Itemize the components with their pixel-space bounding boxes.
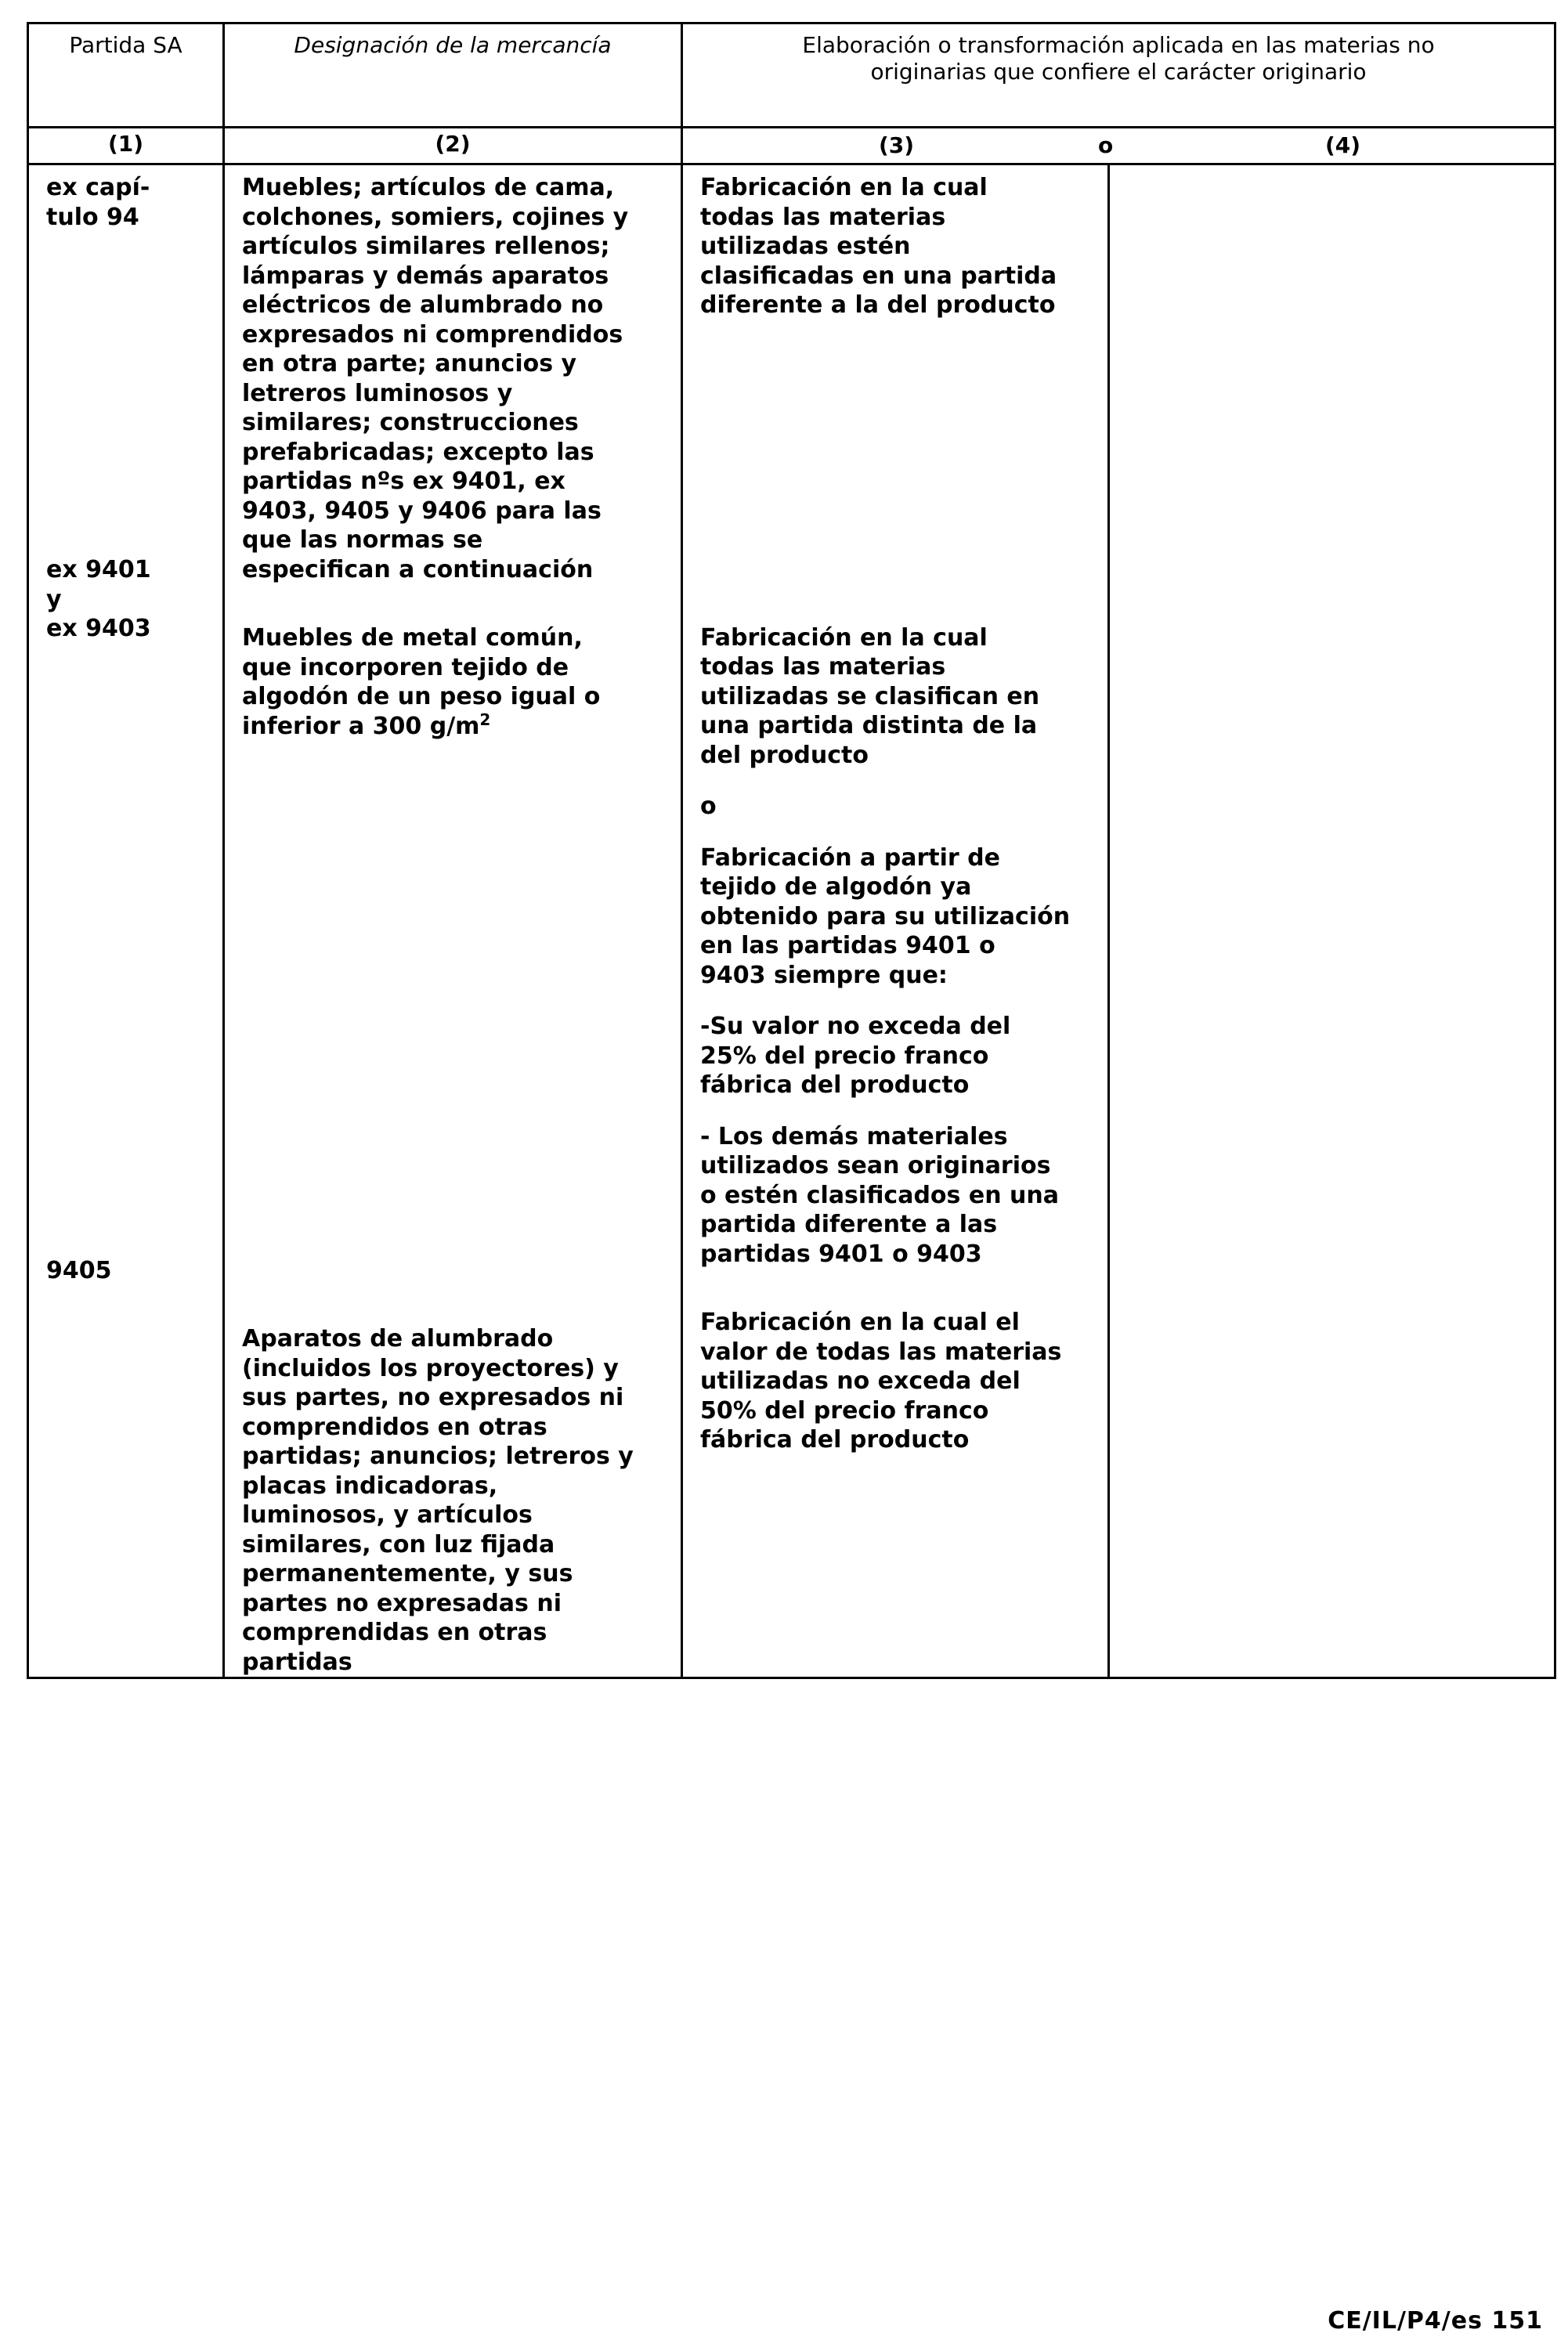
row3-desc-line: permanentemente, y sus [242, 1560, 573, 1587]
row3-desc-line: partidas; anuncios; letreros y [242, 1443, 634, 1470]
row3-desc-line: partidas [242, 1648, 352, 1676]
row2-desc-line: algodón de un peso igual o [242, 683, 601, 710]
descriptions-cell [224, 164, 682, 1678]
row2-rule-b-line: en las partidas 9401 o [700, 932, 995, 959]
col-number-or-text: o [1098, 132, 1114, 158]
row2-code [46, 555, 207, 644]
row2-rule-d-line: - Los demás materiales [700, 1122, 1008, 1150]
rules-col3-cell [682, 164, 1109, 1678]
row1-desc-line: expresados ni comprendidos [242, 320, 623, 348]
row2-code-line2: y [46, 585, 62, 613]
row1-rule-line: Fabricación en la cual [700, 174, 988, 201]
col-number-2 [224, 128, 682, 164]
col-number-1 [28, 128, 224, 164]
row2-rule-a-line: utilizadas se clasifican en [700, 682, 1040, 710]
row2-rule-d-line-text: utilizados sean originarios [700, 1152, 1051, 1179]
header-col3-line2: originarias que confiere el carácter originario [870, 59, 1367, 85]
row2-desc-line: Muebles de metal común, [242, 624, 583, 652]
table-row-body [28, 164, 1555, 1678]
row1-rule-line: clasificadas en una partida [700, 262, 1057, 290]
row3-description [242, 1324, 665, 1677]
row2-rule-b-line: obtenido para su utilización [700, 902, 1071, 930]
header-partida-sa [28, 23, 224, 128]
row3-desc-line: comprendidas en otras [242, 1619, 547, 1646]
row1-desc-line: letreros luminosos y [242, 379, 513, 407]
row1-desc-line: prefabricadas; excepto las [242, 438, 594, 466]
col-number-3-text: (3) [879, 132, 915, 158]
row3-rule-line: 50% del precio franco [700, 1396, 989, 1425]
column-number-row [28, 128, 1555, 164]
row2-rule-or: o [700, 793, 717, 820]
header-col1-text: Partida SA [69, 32, 182, 58]
row3-rule3 [700, 1308, 1092, 1455]
row1-code-line2: tulo 94 [46, 203, 139, 231]
row3-desc-line: Aparatos de alumbrado [242, 1325, 554, 1352]
row3-desc-line: comprendidos en otras [242, 1413, 547, 1441]
row2-rule-d-line: partida diferente a las [700, 1211, 998, 1238]
row2-rule-c-line: -Su valor no exceda del [700, 1013, 1011, 1040]
row2-code-line1: ex 9401 [46, 556, 151, 583]
row2-rule-a-line: todas las materias [700, 653, 946, 681]
row2-desc-line: que incorporen tejido de [242, 653, 569, 681]
row1-desc-line: especifican a continuación [242, 555, 594, 583]
page-reference: CE/IL/P4/es 151 [1328, 2307, 1543, 2335]
row1-rule-line: diferente a la del producto [700, 291, 1056, 319]
row1-description [242, 173, 665, 584]
row1-rule3 [700, 173, 1092, 320]
row1-desc-line-text: colchones, somiers, cojines y [242, 203, 629, 231]
row2-rule-d-line: partidas 9401 o 9403 [700, 1240, 982, 1268]
row3-desc-line: similares, con luz fijada [242, 1530, 555, 1558]
row1-desc-line: partidas nºs ex 9401, ex [242, 468, 565, 495]
row1-desc-line: Muebles; artículos de cama, [242, 174, 615, 201]
row2-rule-a-line: una partida distinta de la [700, 712, 1038, 739]
row2-desc-line-text: inferior a 300 g/m [242, 712, 480, 740]
row1-desc-line: lámparas y demás aparatos [242, 262, 609, 290]
col-number-3-4 [682, 128, 1555, 164]
row3-desc-line: sus partes, no expresados ni [242, 1384, 624, 1411]
col-number-1-text: (1) [107, 131, 144, 157]
row2-rule-a-line: Fabricación en la cual [700, 623, 988, 652]
row1-desc-line [242, 203, 665, 233]
row3-code-line1: 9405 [46, 1256, 112, 1284]
row1-code [46, 173, 207, 232]
row3-desc-line: (incluidos los proyectores) y [242, 1354, 619, 1382]
rules-col4-cell [1109, 164, 1555, 1678]
row2-rule-d-line [700, 1151, 1092, 1181]
row2-rule3 [700, 623, 1092, 1269]
header-col3-line1: Elaboración o transformación aplicada en las materias no [802, 32, 1435, 58]
row2-description [242, 623, 665, 741]
row1-desc-line: que las normas se [242, 526, 483, 554]
header-col2-text: Designación de la mercancía [294, 32, 612, 58]
row2-code-line3: ex 9403 [46, 615, 151, 642]
header-designacion [224, 23, 682, 128]
row2-rule-a-line: del producto [700, 741, 869, 769]
row2-rule-d-line: o estén clasificados en una [700, 1181, 1059, 1209]
header-elaboracion [682, 23, 1555, 128]
row3-desc-line: luminosos, y artículos [242, 1501, 533, 1529]
row1-desc-line: eléctricos de alumbrado no [242, 291, 604, 319]
row1-code-line1: ex capí- [46, 174, 150, 201]
row3-rule-line: valor de todas las materias [700, 1338, 1062, 1366]
row2-rule-b-line: 9403 siempre que: [700, 961, 948, 989]
col-number-4-text: (4) [1325, 132, 1361, 158]
row3-rule-line: Fabricación en la cual el [700, 1309, 1020, 1336]
row2-rule-b-line: Fabricación a partir de [700, 843, 1000, 872]
row3-code [46, 1256, 207, 1286]
col-number-2-text: (2) [435, 131, 471, 157]
row3-desc-line: placas indicadoras, [242, 1472, 498, 1500]
row2-rule-c-line: fábrica del producto [700, 1071, 970, 1099]
row1-desc-line: 9403, 9405 y 9406 para las [242, 497, 602, 525]
superscript-2: 2 [479, 710, 491, 729]
row2-desc-line [242, 712, 665, 742]
row3-rule-line: utilizadas no exceda del [700, 1367, 1021, 1395]
row1-desc-line: artículos similares rellenos; [242, 233, 610, 260]
rules-of-origin-table [27, 22, 1556, 1679]
row3-rule-line: fábrica del producto [700, 1426, 970, 1454]
table-header-row [28, 23, 1555, 128]
row2-rule-c-line: 25% del precio franco [700, 1042, 989, 1070]
row1-desc-line: similares; construcciones [242, 409, 579, 436]
row2-rule-b-line: tejido de algodón ya [700, 873, 972, 901]
codes-cell [28, 164, 224, 1678]
row3-desc-line: partes no expresadas ni [242, 1589, 562, 1617]
row1-rule-line: todas las materias [700, 203, 946, 231]
row1-desc-line: en otra parte; anuncios y [242, 350, 577, 377]
row1-rule-line: utilizadas estén [700, 233, 911, 260]
